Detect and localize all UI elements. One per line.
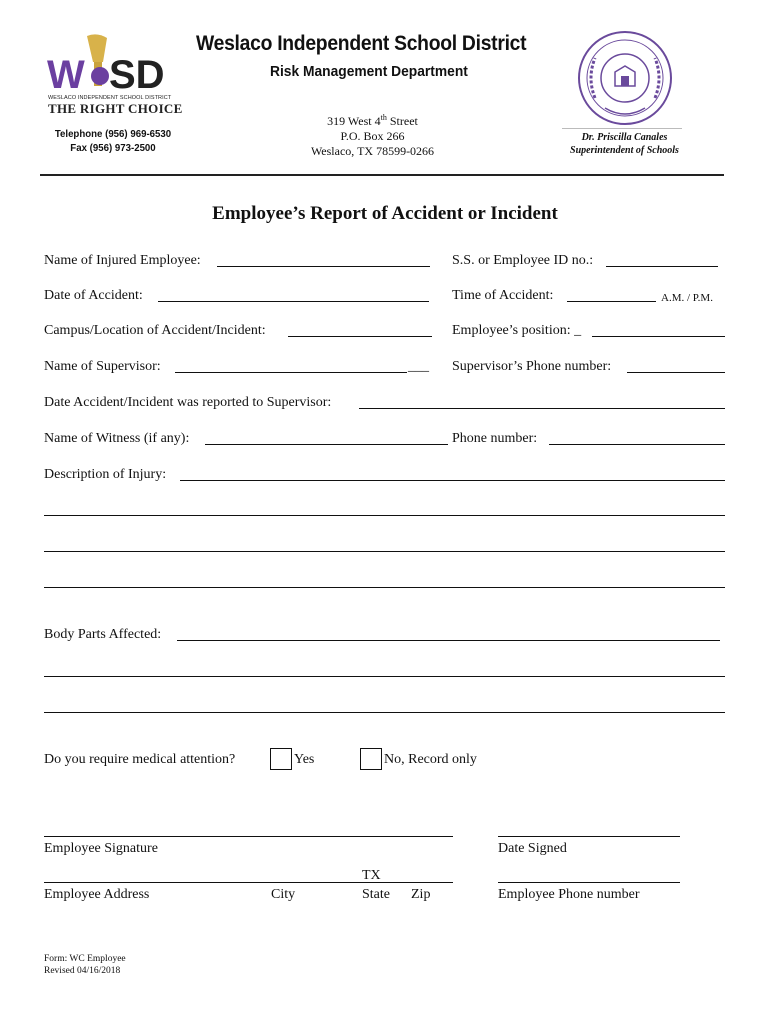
injured-name-label: Name of Injured Employee: <box>44 253 201 268</box>
witness-phone-field[interactable] <box>549 444 725 445</box>
ss-id-label: S.S. or Employee ID no.: <box>452 253 594 268</box>
employee-address-label: Employee Address <box>44 887 150 902</box>
district-address: 319 West 4th Street P.O. Box 266 Weslaco, TX 78599-0266 <box>310 113 435 158</box>
time-accident-field[interactable] <box>567 301 656 302</box>
superintendent-title: Superintendent of Schools <box>570 145 679 156</box>
injured-name-field[interactable] <box>217 266 430 267</box>
description-field[interactable] <box>180 480 725 481</box>
state-value: TX <box>362 868 381 883</box>
logo-tagline: THE RIGHT CHOICE <box>48 101 183 116</box>
no-record-checkbox[interactable] <box>360 748 382 770</box>
employee-phone-label: Employee Phone number <box>498 887 640 902</box>
form-title: Employee’s Report of Accident or Incident <box>212 203 558 224</box>
campus-field[interactable] <box>288 336 432 337</box>
description-line-2[interactable] <box>44 515 725 516</box>
date-signed-field[interactable] <box>498 836 680 837</box>
ss-id-field[interactable] <box>606 266 718 267</box>
supervisor-tail: ___ <box>408 359 429 374</box>
date-reported-field[interactable] <box>359 408 725 409</box>
zip-label: Zip <box>411 887 431 902</box>
witness-phone-label: Phone number: <box>452 431 538 446</box>
employee-signature-label: Employee Signature <box>44 841 158 856</box>
form-id: Form: WC Employee <box>44 954 126 964</box>
supervisor-field[interactable] <box>175 372 407 373</box>
district-seal-icon <box>575 28 675 128</box>
description-line-4[interactable] <box>44 587 725 588</box>
city-label: City <box>271 887 296 902</box>
body-parts-line-3[interactable] <box>44 712 725 713</box>
am-pm-label: A.M. / P.M. <box>661 292 713 304</box>
campus-label: Campus/Location of Accident/Incident: <box>44 323 266 338</box>
body-parts-line-2[interactable] <box>44 676 725 677</box>
position-field[interactable] <box>592 336 725 337</box>
department-name: Risk Management Department <box>270 63 468 80</box>
date-accident-label: Date of Accident: <box>44 288 143 303</box>
revision-date: Revised 04/16/2018 <box>44 966 121 976</box>
body-parts-label: Body Parts Affected: <box>44 627 162 642</box>
fax-text: Fax (956) 973-2500 <box>70 142 156 154</box>
supervisor-label: Name of Supervisor: <box>44 359 161 374</box>
supervisor-phone-field[interactable] <box>627 372 725 373</box>
district-name: Weslaco Independent School District <box>196 32 527 55</box>
logo-small-text: WESLACO INDEPENDENT SCHOOL DISTRICT <box>48 95 172 101</box>
telephone-text: Telephone (956) 969-6530 <box>54 128 172 140</box>
district-phones <box>44 127 182 155</box>
medical-question-label: Do you require medical attention? <box>44 752 236 767</box>
time-accident-label: Time of Accident: <box>452 288 554 303</box>
yes-label: Yes <box>294 752 315 767</box>
form-footer <box>44 953 126 977</box>
supervisor-phone-label: Supervisor’s Phone number: <box>452 359 612 374</box>
description-label: Description of Injury: <box>44 467 167 482</box>
employee-phone-field[interactable] <box>498 882 680 883</box>
position-label: Employee’s position: _ <box>452 323 582 338</box>
header-divider <box>40 174 724 176</box>
yes-checkbox[interactable] <box>270 748 292 770</box>
superintendent-name: Dr. Priscilla Canales <box>581 132 668 143</box>
description-line-3[interactable] <box>44 551 725 552</box>
date-reported-label: Date Accident/Incident was reported to Supervisor: <box>44 395 332 410</box>
logo-sd: SD <box>109 53 165 97</box>
employee-address-field[interactable] <box>44 882 453 883</box>
date-signed-label: Date Signed <box>498 841 567 856</box>
witness-field[interactable] <box>205 444 448 445</box>
date-accident-field[interactable] <box>158 301 429 302</box>
state-label: State <box>362 887 390 902</box>
witness-label: Name of Witness (if any): <box>44 431 190 446</box>
logo-w: W <box>47 53 85 97</box>
no-record-label: No, Record only <box>384 752 477 767</box>
superintendent-block <box>552 131 697 157</box>
body-parts-field[interactable] <box>177 640 720 641</box>
employee-signature-field[interactable] <box>44 836 453 837</box>
